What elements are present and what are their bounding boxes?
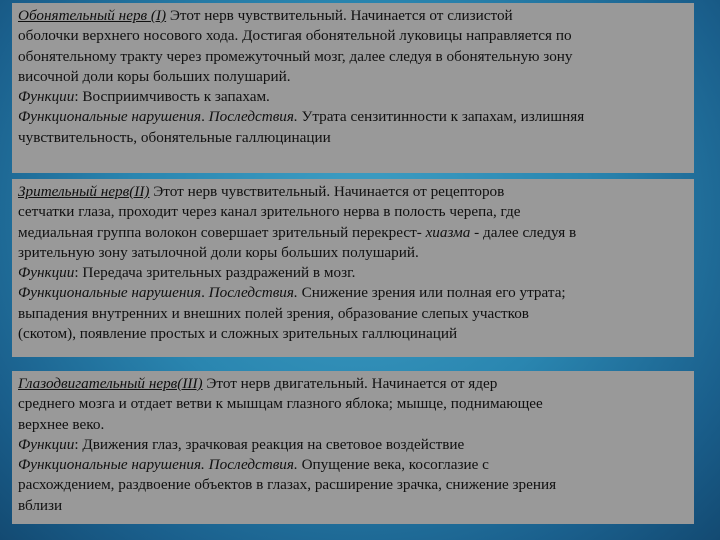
- body-line: выпадения внутренних и внешних полей зрения, образование слепых участков: [18, 304, 529, 322]
- functions-label: Функции: [18, 264, 75, 282]
- impairments-label: Функциональные нарушения.: [18, 456, 205, 474]
- section-title: Обонятельный нерв (I): [18, 7, 167, 24]
- consequences-text: Утрата сензитинности к запахам, излишняя: [297, 108, 585, 126]
- section-heading-line: [18, 182, 688, 202]
- impairments-label: Функциональные нарушения: [18, 108, 202, 126]
- section-intro: Этот нерв чувствительный. Начинается от рецепторов: [149, 183, 505, 200]
- section-oculomotor-nerve: [12, 371, 694, 524]
- functions-line: [18, 435, 688, 455]
- consequences-line: [18, 455, 688, 475]
- body-line: оболочки верхнего носового хода. Достигая обонятельной луковицы направляется по: [18, 27, 572, 45]
- body-line: среднего мозга и отдает ветви к мышцам глазного яблока; мышце, поднимающее: [18, 395, 543, 413]
- consequences-line: Функциональные нарушения. Последствия. Снижение зрения или полная его утрата;: [18, 284, 566, 302]
- body-line: височной доли коры больших полушарий.: [18, 67, 291, 85]
- body-line: зрительную зону затылочной доли коры больших полушарий.: [18, 243, 419, 261]
- section-intro: Этот нерв двигательный. Начинается от ядер: [202, 375, 498, 392]
- consequences-text: Снижение зрения или полная его утрата;: [297, 284, 566, 302]
- consequences-line: Функциональные нарушения. Последствия. Утрата сензитинности к запахам, излишняя: [18, 108, 585, 126]
- impairments-label: Функциональные нарушения: [18, 284, 202, 302]
- consequences-label: Последствия.: [208, 456, 298, 474]
- consequences-label: Последствия.: [208, 284, 298, 302]
- section-heading-line: [18, 374, 688, 394]
- body-text: медиальная группа волокон совершает зрительный перекрест-: [18, 223, 426, 241]
- body-line: обонятельному тракту через промежуточный мозг, далее следуя в обонятельную зону: [18, 47, 573, 65]
- functions-line: [18, 263, 688, 283]
- body-line: вблизи: [18, 496, 63, 514]
- consequences-text: Опущение века, косоглазие с: [297, 456, 489, 474]
- functions-text: : Движения глаз, зрачковая реакция на световое воздействие: [74, 435, 465, 453]
- body-line: верхнее веко.: [18, 415, 105, 433]
- body-line: [18, 223, 688, 243]
- body-line: чувствительность, обонятельные галлюцинации: [18, 128, 331, 146]
- body-text: - далее следуя в: [470, 223, 577, 241]
- chiasm-term: хиазма: [425, 223, 471, 241]
- functions-text: : Восприимчивость к запахам.: [74, 88, 270, 106]
- section-heading-line: [18, 6, 688, 26]
- section-title: Зрительный нерв(II): [18, 183, 150, 200]
- body-line: (скотом), появление простых и сложных зрительных галлюцинаций: [18, 325, 458, 343]
- functions-text: : Передача зрительных раздражений в мозг.: [74, 264, 356, 282]
- functions-line: [18, 87, 688, 107]
- section-intro: Этот нерв чувствительный. Начинается от слизистой: [166, 7, 513, 24]
- functions-label: Функции: [18, 435, 75, 453]
- body-line: расхождением, раздвоение объектов в глазах, расширение зрачка, снижение зрения: [18, 476, 557, 494]
- functions-label: Функции: [18, 88, 75, 106]
- consequences-label: Последствия.: [208, 108, 298, 126]
- section-optic-nerve: [12, 179, 694, 357]
- section-title: Глазодвигательный нерв(III): [18, 375, 203, 392]
- body-line: сетчатки глаза, проходит через канал зрительного нерва в полость черепа, где: [18, 203, 521, 221]
- section-olfactory-nerve: [12, 3, 694, 173]
